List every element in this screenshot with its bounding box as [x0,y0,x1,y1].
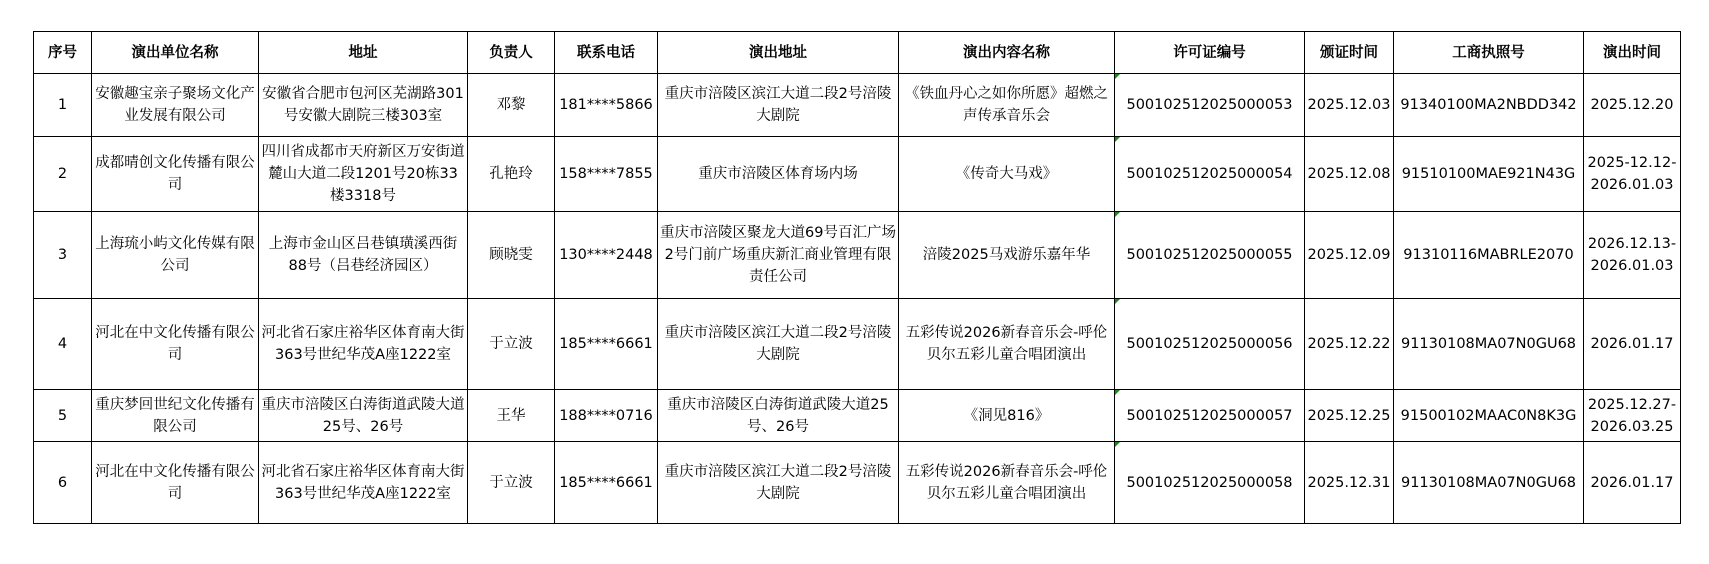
cell-content: 《洞见816》 [899,390,1115,442]
cell-show-time: 2026.01.17 [1584,299,1681,390]
cell-content: 五彩传说2026新春音乐会-呼伦贝尔五彩儿童合唱团演出 [899,442,1115,524]
cell-license: 500102512025000054 [1115,137,1305,212]
header-content: 演出内容名称 [899,32,1115,74]
cell-phone: 130****2448 [555,212,658,299]
header-phone: 联系电话 [555,32,658,74]
cell-address: 河北省石家庄裕华区体育南大街363号世纪华茂A座1222室 [259,299,468,390]
cell-content: 《铁血丹心之如你所愿》超燃之声传承音乐会 [899,74,1115,137]
cell-org: 上海琉小屿文化传媒有限公司 [92,212,259,299]
cell-person: 孔艳玲 [468,137,555,212]
cell-person: 邓黎 [468,74,555,137]
cell-show-time: 2025.12.20 [1584,74,1681,137]
cell-phone: 181****5866 [555,74,658,137]
cell-license: 500102512025000057 [1115,390,1305,442]
cell-issue-date: 2025.12.25 [1305,390,1394,442]
table-row [34,442,1681,524]
cell-license: 500102512025000056 [1115,299,1305,390]
cell-content: 五彩传说2026新春音乐会-呼伦贝尔五彩儿童合唱团演出 [899,299,1115,390]
header-no: 序号 [34,32,92,74]
cell-address: 上海市金山区吕巷镇璜溪西街88号（吕巷经济园区） [259,212,468,299]
cell-issue-date: 2025.12.09 [1305,212,1394,299]
cell-show-time: 2026.12.13-2026.01.03 [1584,212,1681,299]
cell-biz-license: 91310116MABRLE2070 [1394,212,1584,299]
cell-content: 涪陵2025马戏游乐嘉年华 [899,212,1115,299]
cell-biz-license: 91130108MA07N0GU68 [1394,442,1584,524]
cell-show-time: 2026.01.17 [1584,442,1681,524]
cell-no: 4 [34,299,92,390]
cell-biz-license: 91340100MA2NBDD342 [1394,74,1584,137]
table-row [34,390,1681,442]
cell-person: 顾晓雯 [468,212,555,299]
cell-license: 500102512025000058 [1115,442,1305,524]
cell-issue-date: 2025.12.22 [1305,299,1394,390]
header-row [34,32,1681,74]
header-issue-date: 颁证时间 [1305,32,1394,74]
cell-show-time: 2025-12.12-2026.01.03 [1584,137,1681,212]
cell-venue: 重庆市涪陵区聚龙大道69号百汇广场2号门前广场重庆新汇商业管理有限责任公司 [658,212,899,299]
cell-license: 500102512025000055 [1115,212,1305,299]
cell-person: 于立波 [468,442,555,524]
cell-address: 河北省石家庄裕华区体育南大街363号世纪华茂A座1222室 [259,442,468,524]
cell-license: 500102512025000053 [1115,74,1305,137]
cell-address: 安徽省合肥市包河区芜湖路301号安徽大剧院三楼303室 [259,74,468,137]
cell-phone: 185****6661 [555,299,658,390]
cell-venue: 重庆市涪陵区滨江大道二段2号涪陵大剧院 [658,442,899,524]
cell-biz-license: 91130108MA07N0GU68 [1394,299,1584,390]
cell-org: 河北在中文化传播有限公司 [92,442,259,524]
cell-no: 5 [34,390,92,442]
cell-issue-date: 2025.12.03 [1305,74,1394,137]
cell-issue-date: 2025.12.08 [1305,137,1394,212]
cell-no: 2 [34,137,92,212]
cell-show-time: 2025.12.27-2026.03.25 [1584,390,1681,442]
cell-venue: 重庆市涪陵区体育场内场 [658,137,899,212]
header-biz-license: 工商执照号 [1394,32,1584,74]
header-show-time: 演出时间 [1584,32,1681,74]
cell-content: 《传奇大马戏》 [899,137,1115,212]
table-row [34,212,1681,299]
cell-org: 成都晴创文化传播有限公司 [92,137,259,212]
cell-no: 6 [34,442,92,524]
cell-address: 重庆市涪陵区白涛街道武陵大道25号、26号 [259,390,468,442]
cell-issue-date: 2025.12.31 [1305,442,1394,524]
cell-org: 河北在中文化传播有限公司 [92,299,259,390]
cell-venue: 重庆市涪陵区白涛街道武陵大道25号、26号 [658,390,899,442]
cell-biz-license: 91500102MAAC0N8K3G [1394,390,1584,442]
header-venue: 演出地址 [658,32,899,74]
header-org: 演出单位名称 [92,32,259,74]
cell-org: 重庆梦回世纪文化传播有限公司 [92,390,259,442]
header-person: 负责人 [468,32,555,74]
cell-venue: 重庆市涪陵区滨江大道二段2号涪陵大剧院 [658,299,899,390]
permit-table [33,31,1681,524]
cell-person: 于立波 [468,299,555,390]
cell-no: 3 [34,212,92,299]
cell-address: 四川省成都市天府新区万安街道麓山大道二段1201号20栋33楼3318号 [259,137,468,212]
table-row [34,74,1681,137]
header-address: 地址 [259,32,468,74]
cell-venue: 重庆市涪陵区滨江大道二段2号涪陵大剧院 [658,74,899,137]
table-row [34,299,1681,390]
cell-phone: 188****0716 [555,390,658,442]
cell-phone: 158****7855 [555,137,658,212]
table-row [34,137,1681,212]
cell-org: 安徽趣宝亲子聚场文化产业发展有限公司 [92,74,259,137]
cell-no: 1 [34,74,92,137]
cell-biz-license: 91510100MAE921N43G [1394,137,1584,212]
cell-person: 王华 [468,390,555,442]
cell-phone: 185****6661 [555,442,658,524]
header-license: 许可证编号 [1115,32,1305,74]
